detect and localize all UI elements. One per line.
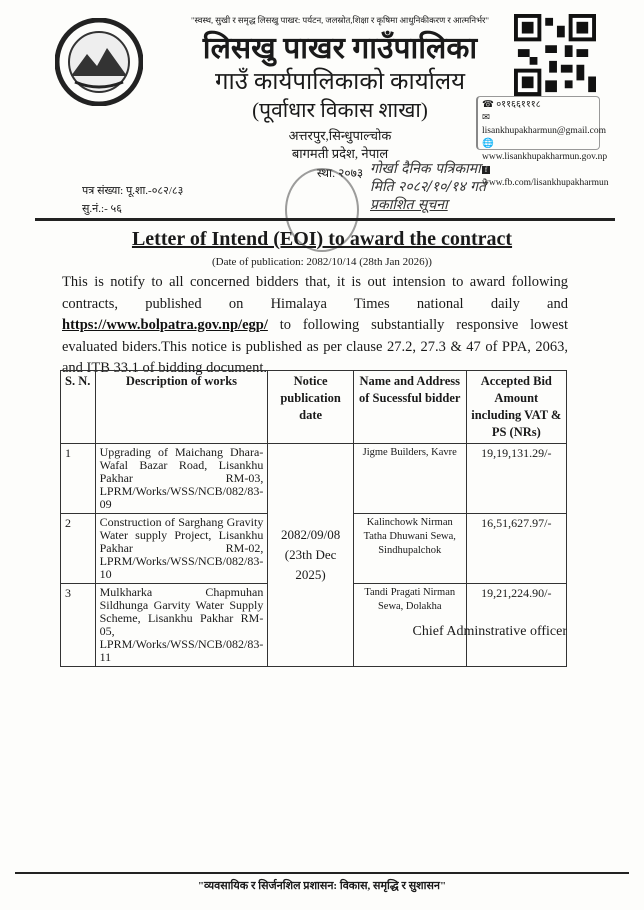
handwritten-line: गोर्खा दैनिक पत्रिकामा bbox=[370, 161, 481, 177]
column-header: S. N. bbox=[61, 371, 96, 444]
phone-number: ०११६६१११८ bbox=[496, 100, 541, 110]
header-motto: "स्वस्थ, सुखी र समृद्ध लिसखु पाखर: पर्यटन, जलस्रोत,शिक्षा र कृषिमा आधुनिकीकरण र आत्मनिर्भर" bbox=[190, 15, 489, 25]
contact-box bbox=[476, 96, 609, 188]
serial-cell: 2 bbox=[61, 514, 96, 584]
footer-slogan: "व्यवसायिक र सिर्जनशिल प्रशासन: विकास, समृद्धि र सुशासन" bbox=[197, 880, 447, 892]
column-header: Description of works bbox=[95, 371, 268, 444]
table-row bbox=[61, 444, 567, 514]
paragraph-text: to following substantially responsive lowest evaluated biders.This notice is published as per clause 27.2, 27.3 & 47 of PPA, 2063, and ITB 33.1 of bidding document. bbox=[62, 317, 568, 376]
office-name: गाउँ कार्यपालिकाको कार्यालय bbox=[214, 69, 466, 95]
serial-cell: 1 bbox=[61, 444, 96, 514]
handwritten-line: मिति २०८२/१०/१४ गते bbox=[370, 179, 487, 195]
column-header: Accepted Bid Amount including VAT & PS (NRs) bbox=[466, 371, 566, 444]
publication-date: (Date of publication: 2082/10/14 (28th Jan 2026)) bbox=[212, 256, 432, 268]
serial-cell: 3 bbox=[61, 584, 96, 667]
contracts-table bbox=[60, 370, 567, 667]
letter-number: पत्र संख्या: पू.शा.-०८२/८३ bbox=[82, 185, 184, 197]
amount-cell: 19,19,131.29/- bbox=[466, 444, 566, 514]
amount-cell: 16,51,627.97/- bbox=[466, 514, 566, 584]
serial-number: सु.नं.:- ५६ bbox=[82, 203, 122, 215]
reference-block bbox=[82, 182, 183, 218]
bolpatra-link[interactable]: https://www.bolpatra.gov.np/egp/ bbox=[62, 317, 268, 333]
handwritten-line: प्रकाशित सूचना bbox=[370, 197, 448, 213]
handwritten-note bbox=[370, 160, 570, 214]
description-cell: Mulkharka Chapmuhan Sildhunga Garvity Water Supply Scheme, Lisankhu Pakhar RM-05, LPRM/Works/WSS/NCB/082/83-11 bbox=[95, 584, 268, 667]
website-url: www.lisankhupakharmun.gov.np bbox=[482, 152, 608, 162]
bidder-cell: Kalinchowk Nirman Tatha Dhuwani Sewa, Sindhupalchok bbox=[353, 514, 466, 584]
description-cell: Construction of Sarghang Gravity Water supply Project, Lisankhu Pakhar RM-02, LPRM/Works/WSS/NCB/082/83-10 bbox=[95, 514, 268, 584]
facebook-url: www.fb.com/lisankhupakharmun bbox=[482, 178, 609, 188]
address-line-1: अत्तरपुर,सिन्धुपाल्चोक bbox=[288, 128, 392, 143]
column-header: Notice publication date bbox=[268, 371, 354, 444]
document-title: Letter of Intend (EOI) to award the contract bbox=[131, 228, 513, 250]
signatory-title: Chief Adminstrative officer bbox=[412, 624, 567, 639]
qr-code bbox=[512, 14, 598, 96]
bidder-cell: Jigme Builders, Kavre bbox=[353, 444, 466, 514]
phone-line: ☎ ०११६६१११८ bbox=[482, 100, 541, 110]
footer-divider bbox=[15, 872, 629, 874]
notice-paragraph bbox=[62, 272, 568, 380]
paragraph-text: This is notify to all concerned bidders that, it is out intension to award following contracts, published on Himalaya Times national daily and bbox=[62, 274, 568, 312]
email-address: lisankhupakharmun@gmail.com bbox=[482, 126, 607, 136]
branch-name: (पूर्वाधार विकास शाखा) bbox=[252, 98, 428, 122]
facebook-icon: f bbox=[482, 166, 490, 174]
website-line: 🌐 www.lisankhupakharmun.gov.np bbox=[482, 139, 608, 162]
municipality-emblem-logo bbox=[55, 18, 143, 106]
notice-date-cell: 2082/09/08 (23th Dec 2025) bbox=[268, 444, 354, 667]
established-year: स्था. २०७३ bbox=[316, 166, 364, 180]
column-header: Name and Address of Sucessful bidder bbox=[353, 371, 466, 444]
address-line-2: बागमती प्रदेश, नेपाल bbox=[291, 146, 389, 161]
header-divider bbox=[35, 218, 615, 221]
bidder-cell: Tandi Pragati Nirman Sewa, Dolakha bbox=[353, 584, 466, 667]
municipality-name: लिसखु पाखर गाउँपालिका bbox=[202, 32, 478, 65]
email-line: ✉ lisankhupakharmun@gmail.com bbox=[482, 113, 607, 136]
description-cell: Upgrading of Maichang Dhara-Wafal Bazar Road, Lisankhu Pakhar RM-03, LPRM/Works/WSS/NCB/082/83-09 bbox=[95, 444, 268, 514]
table-header-row bbox=[61, 371, 567, 444]
amount-cell: 19,21,224.90/- bbox=[466, 584, 566, 667]
